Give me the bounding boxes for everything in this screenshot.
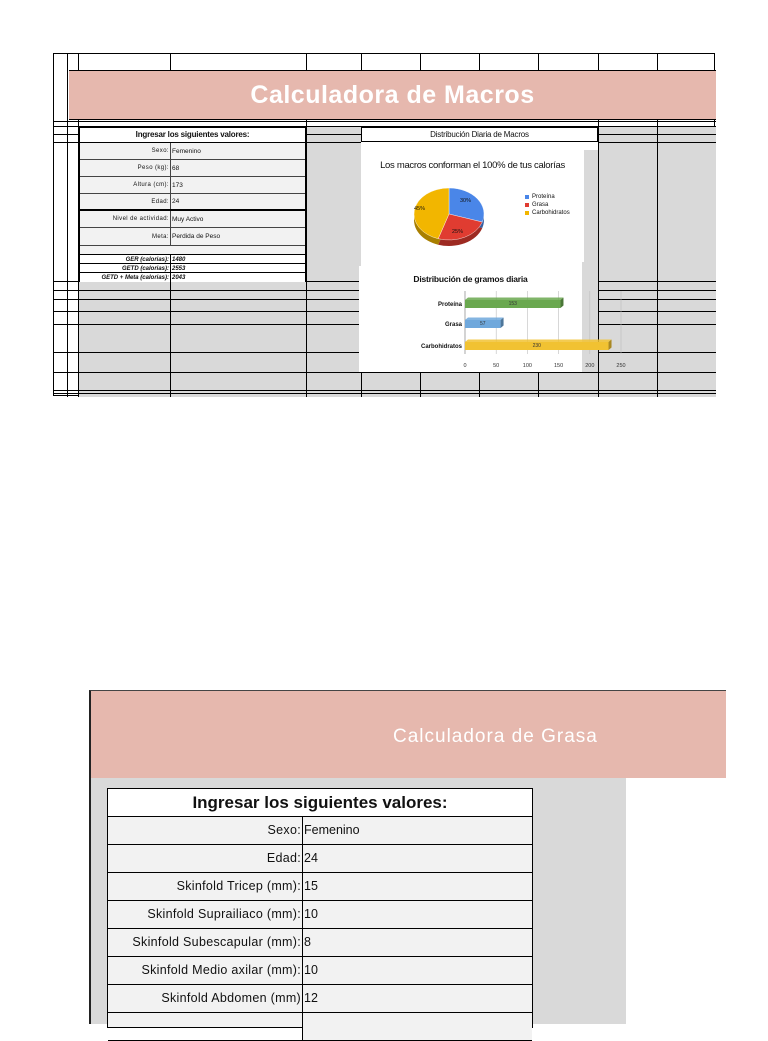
input-label: Sexo: xyxy=(267,823,301,837)
ger-value: 1480 xyxy=(170,255,305,264)
skinfold-tricep-field[interactable]: 15 xyxy=(302,873,532,900)
legend-swatch xyxy=(525,211,529,215)
bar-top-0 xyxy=(465,298,563,301)
skinfold-abdomen-field[interactable]: 12 xyxy=(302,985,532,1012)
input-row-meta xyxy=(80,228,305,246)
calc-label: GETD + Meta (calorias): xyxy=(101,274,169,281)
legend-swatch xyxy=(525,195,529,199)
bar-chart-plot xyxy=(359,266,626,372)
getd-meta-value: 2043 xyxy=(170,273,305,282)
x-tick-label: 200 xyxy=(585,363,595,369)
input-label: Skinfold Subescapular (mm): xyxy=(132,935,301,949)
grasa-body xyxy=(89,778,626,1024)
skinfold-subescapular-field[interactable]: 8 xyxy=(302,929,532,956)
macros-title-banner xyxy=(69,70,716,120)
grasa-edad-field[interactable]: 24 xyxy=(302,845,532,872)
edad-field[interactable]: 24 xyxy=(170,194,305,209)
input-row-sexo xyxy=(80,143,305,160)
pie-chart-title: Los macros conforman el 100% de tus calorías xyxy=(380,160,565,171)
input-label: Altura (cm): xyxy=(133,182,169,188)
pie-label-proteina: 30% xyxy=(460,198,472,204)
grasa-row-sexo xyxy=(108,817,532,845)
skinfold-medio-axilar-field[interactable]: 10 xyxy=(302,957,532,984)
x-tick-label: 100 xyxy=(522,363,532,369)
actividad-field[interactable]: Muy Activo xyxy=(170,211,305,227)
macros-title: Calculadora de Macros xyxy=(250,80,535,109)
macros-input-panel xyxy=(79,127,306,281)
grasa-row-subescapular xyxy=(108,929,532,957)
legend-label: Grasa xyxy=(532,202,549,208)
grasa-row-next xyxy=(108,1013,532,1041)
input-label: Peso (kg): xyxy=(137,165,169,171)
macros-input-header: Ingresar los siguientes valores: xyxy=(80,128,305,143)
bar-value-label: 153 xyxy=(508,301,517,307)
grasa-input-header: Ingresar los siguientes valores: xyxy=(108,789,532,817)
input-label: Skinfold Abdomen (mm) xyxy=(161,991,301,1005)
sexo-field[interactable]: Femenino xyxy=(170,143,305,159)
pie-label-carbohidratos: 45% xyxy=(414,206,426,212)
grasa-title: Calculadora de Grasa xyxy=(393,726,598,747)
bar-top-1 xyxy=(465,318,504,321)
input-label: Nivel de actividad: xyxy=(112,216,169,222)
meta-field[interactable]: Perdida de Peso xyxy=(170,228,305,245)
x-tick-label: 150 xyxy=(554,363,564,369)
distribution-header: Distribución Diaria de Macros xyxy=(361,127,598,142)
input-label: Skinfold Tricep (mm): xyxy=(176,879,301,893)
input-label: Skinfold Medio axilar (mm): xyxy=(141,963,301,977)
grey-fill xyxy=(582,150,598,397)
legend-label: Proteína xyxy=(532,194,555,200)
bar-chart xyxy=(359,266,626,372)
legend-label: Carbohidratos xyxy=(532,210,570,216)
grasa-row-tricep xyxy=(108,873,532,901)
input-label: Edad: xyxy=(151,198,169,205)
grasa-row-abdomen xyxy=(108,985,532,1013)
grasa-title-banner xyxy=(89,690,726,778)
input-row-actividad xyxy=(80,211,305,228)
calc-label: GER (calorias): xyxy=(125,256,169,263)
legend-item-proteina xyxy=(525,193,570,201)
input-label xyxy=(108,1013,302,1040)
calc-label: GETD (calorias): xyxy=(121,265,169,272)
getd-value: 2553 xyxy=(170,264,305,273)
grasa-next-field[interactable] xyxy=(302,1013,532,1040)
pie-label-grasa: 25% xyxy=(452,229,464,235)
grasa-sexo-field[interactable]: Femenino xyxy=(302,817,532,844)
bar-value-label: 230 xyxy=(532,343,541,349)
input-row-edad xyxy=(80,194,305,211)
grey-fill xyxy=(306,127,361,397)
input-label: Sexo: xyxy=(151,148,169,154)
altura-field[interactable]: 173 xyxy=(170,177,305,193)
pie-chart xyxy=(361,150,584,262)
x-tick-label: 250 xyxy=(616,363,626,369)
legend-swatch xyxy=(525,203,529,207)
grasa-row-medio-axilar xyxy=(108,957,532,985)
calc-row-getd-meta xyxy=(80,272,305,282)
legend-item-carbohidratos xyxy=(525,209,570,217)
x-tick-label: 0 xyxy=(463,363,467,369)
input-label: Skinfold Suprailiaco (mm): xyxy=(147,907,301,921)
input-label: Meta: xyxy=(151,233,169,240)
input-row-altura xyxy=(80,177,305,194)
grasa-input-panel xyxy=(107,788,533,1028)
bar-category-label: Carbohidratos xyxy=(420,344,462,350)
bar-chart-title: Distribución de gramos diaria xyxy=(413,274,528,284)
grasa-row-suprailiaco xyxy=(108,901,532,929)
bar-top-2 xyxy=(465,340,612,343)
pie-chart-plot xyxy=(401,184,501,254)
bar-category-label: Grasa xyxy=(444,322,462,328)
legend-item-grasa xyxy=(525,201,570,209)
bar-value-label: 57 xyxy=(480,321,486,327)
bar-category-label: Proteína xyxy=(437,302,462,308)
peso-field[interactable]: 68 xyxy=(170,160,305,176)
x-tick-label: 50 xyxy=(493,363,500,369)
pie-legend xyxy=(525,193,570,217)
input-row-peso xyxy=(80,160,305,177)
grasa-row-edad xyxy=(108,845,532,873)
macros-spreadsheet xyxy=(53,53,715,396)
skinfold-suprailiaco-field[interactable]: 10 xyxy=(302,901,532,928)
input-label: Edad: xyxy=(266,851,301,865)
grasa-spreadsheet xyxy=(89,690,726,1024)
